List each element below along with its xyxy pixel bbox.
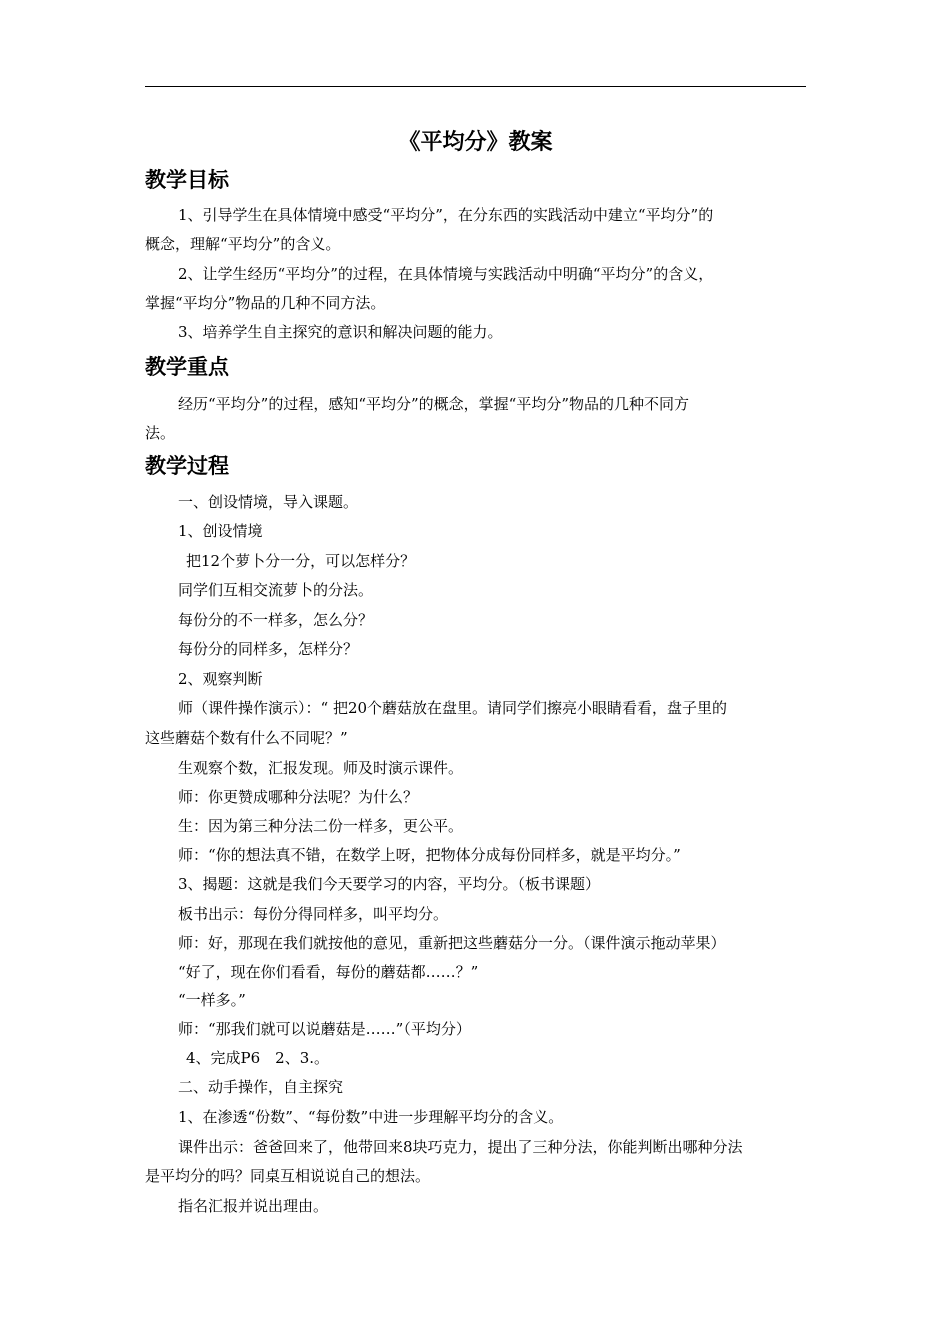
header-rule bbox=[145, 86, 806, 87]
process-line: 生：因为第三种分法二份一样多，更公平。 bbox=[178, 817, 464, 835]
objectives-line: 1、引导学生在具体情境中感受“平均分”，在分东西的实践活动中建立“平均分”的 bbox=[178, 206, 714, 224]
process-line: 师：好，那现在我们就按他的意见，重新把这些蘑菇分一分。（课件演示拖动苹果） bbox=[178, 934, 726, 952]
process-line: 这些蘑菇个数有什么不同呢？” bbox=[145, 729, 348, 747]
process-line: 4、完成P6 2、3.。 bbox=[186, 1049, 330, 1067]
process-line: “一样多。” bbox=[178, 991, 246, 1009]
process-line: 师：“你的想法真不错，在数学上呀，把物体分成每份同样多，就是平均分。” bbox=[178, 846, 681, 864]
process-line: 指名汇报并说出理由。 bbox=[178, 1197, 329, 1215]
process-line: 课件出示：爸爸回来了，他带回来8块巧克力，提出了三种分法，你能判断出哪种分法 bbox=[178, 1138, 743, 1156]
process-line: 每份分的不一样多，怎么分？ bbox=[178, 611, 374, 629]
process-line: 同学们互相交流萝卜的分法。 bbox=[178, 581, 374, 599]
process-line: “好了，现在你们看看，每份的蘑菇都……？” bbox=[178, 963, 479, 981]
key-points-line: 经历“平均分”的过程，感知“平均分”的概念，掌握“平均分”物品的几种不同方 bbox=[178, 395, 690, 413]
process-line: 二、动手操作，自主探究 bbox=[178, 1078, 344, 1096]
process-line: 1、在渗透“份数”、“每份数”中进一步理解平均分的含义。 bbox=[178, 1108, 564, 1126]
process-line: 每份分的同样多，怎样分？ bbox=[178, 640, 359, 658]
objectives-line: 2、让学生经历“平均分”的过程，在具体情境与实践活动中明确“平均分”的含义， bbox=[178, 265, 714, 283]
process-line: 师：“那我们就可以说蘑菇是……”（平均分） bbox=[178, 1020, 471, 1038]
process-line: 2、观察判断 bbox=[178, 670, 263, 688]
process-line: 1、创设情境 bbox=[178, 522, 263, 540]
process-line: 师（课件操作演示）：“ 把20个蘑菇放在盘里。请同学们擦亮小眼睛看看，盘子里的 bbox=[178, 699, 728, 717]
process-line: 师：你更赞成哪种分法呢？为什么？ bbox=[178, 788, 419, 806]
document-title: 《平均分》教案 bbox=[398, 129, 553, 155]
process-line: 一、创设情境，导入课题。 bbox=[178, 493, 359, 511]
section-heading-objectives: 教学目标 bbox=[145, 167, 229, 192]
section-heading-process: 教学过程 bbox=[145, 453, 229, 478]
process-line: 把12个萝卜分一分，可以怎样分？ bbox=[186, 552, 416, 570]
objectives-line: 掌握“平均分”物品的几种不同方法。 bbox=[145, 294, 386, 312]
process-line: 是平均分的吗？同桌互相说说自己的想法。 bbox=[145, 1167, 431, 1185]
process-line: 3、揭题：这就是我们今天要学习的内容，平均分。（板书课题） bbox=[178, 875, 601, 893]
process-line: 生观察个数，汇报发现。师及时演示课件。 bbox=[178, 759, 464, 777]
process-line: 板书出示：每份分得同样多，叫平均分。 bbox=[178, 905, 449, 923]
section-heading-key-points: 教学重点 bbox=[145, 354, 229, 379]
key-points-line: 法。 bbox=[145, 424, 176, 442]
objectives-line: 概念，理解“平均分”的含义。 bbox=[145, 235, 341, 253]
objectives-line: 3、培养学生自主探究的意识和解决问题的能力。 bbox=[178, 323, 503, 341]
